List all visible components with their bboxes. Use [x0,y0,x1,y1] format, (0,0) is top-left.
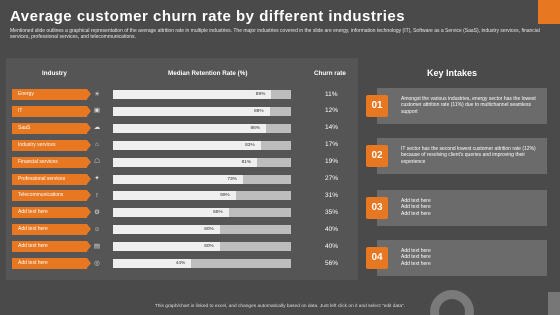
churn-value: 31% [325,191,339,199]
retention-value: 86% [250,125,261,131]
churn-value: 35% [325,208,339,216]
retention-bar-track [113,225,291,234]
retention-bar-track [113,242,291,251]
bank-icon: ☖ [94,158,100,166]
retention-value: 69% [220,193,230,199]
industry-label: Financial services [12,157,87,168]
retention-bar [113,242,220,251]
retention-bar-track [113,124,291,133]
key-intake-number: 03 [366,197,388,219]
industry-label: Telecommunications [12,190,87,201]
retention-value: 65% [213,210,223,216]
industry-label: Add text here [12,258,87,269]
retention-bar [113,141,261,150]
key-intake-text: IT sector has the second lowest customer attrition rate (12%) because of resolving client's queries and improving their experience [401,146,536,165]
retention-bar-track [113,107,291,116]
industry-label: Industry services [12,140,87,151]
key-intake-text: Add text here Add text here Add text here [401,198,431,217]
industry-label: Add text here [12,207,87,218]
factory-icon: ⌂ [95,141,99,149]
churn-value: 27% [325,175,339,182]
retention-bar [113,107,270,116]
churn-value: 11% [325,90,338,98]
page-description: Mentioned slide outlines a graphical representation of the average attrition rate in multiple industries. The major industries covered in the slide are energy, information technology (IT), Software as a Service (SaaS), industry services, financial services, professional services, and telecommunications. [10,28,540,41]
handshake-icon: ✦ [94,175,100,182]
churn-value: 19% [325,158,339,166]
retention-bar [113,124,266,133]
cloud-icon: ☁ [93,124,101,132]
retention-value: 83% [245,142,255,148]
antenna-icon: ♇ [94,191,100,199]
retention-value: 60% [204,227,214,233]
monitor-icon: ▣ [93,107,101,115]
retention-bar-track [113,259,291,268]
retention-value: 73% [227,176,237,182]
retention-value: 88% [254,108,264,114]
retention-bar-track [113,158,291,167]
retention-bar-track [113,90,291,99]
header-retention: Median Retention Rate (%) [168,70,248,77]
churn-value: 12% [325,107,339,115]
gear-icon: ⚙ [94,208,100,216]
retention-value: 44% [175,261,186,266]
retention-bar-track [113,208,291,217]
retention-value: 89% [255,92,266,97]
industry-label: Professional services [12,174,87,185]
people-icon: ☺ [93,225,101,233]
key-intake-number: 02 [366,145,388,167]
retention-bar-track [113,175,291,184]
churn-value: 40% [325,225,339,233]
header-churn: Churn rate [314,70,346,77]
churn-value: 14% [325,124,339,132]
retention-bar [113,175,243,184]
header-industry: Industry [42,70,67,77]
footer-note: This graph/chart is linked to excel, and changes automatically based on data. Just left click on it and select "edit data". [154,304,406,309]
decorative-ring [430,290,474,315]
retention-value: 60% [204,244,214,250]
churn-value: 40% [325,242,339,250]
retention-value: 81% [241,159,252,165]
retention-bar [113,158,257,167]
industry-label: IT [12,106,87,117]
retention-bar [113,259,191,268]
retention-bar [113,191,236,200]
corner-accent [538,0,560,24]
industry-label: Energy [12,89,87,100]
churn-value: 17% [325,141,339,149]
retention-bar [113,90,271,99]
retention-bar [113,225,220,234]
industry-label: SaaS [12,123,87,134]
key-intake-number: 04 [366,247,388,269]
retention-bar-track [113,191,291,200]
page-title: Average customer churn rate by different industries [10,8,406,25]
churn-value: 56% [325,259,339,267]
target-icon: ◎ [94,259,100,267]
industry-label: Add text here [12,224,87,235]
key-intake-text: Add text here Add text here Add text here [401,248,431,267]
chart-icon: ▤ [93,242,101,250]
industry-label: Add text here [12,241,87,252]
key-intake-text: Amongst the various industries, energy sector has the lowest customer attrition rate (11%) due to multichannel seamless support [401,96,536,115]
key-intake-number: 01 [366,95,388,117]
lightbulb-icon: ☀ [94,90,100,98]
retention-bar [113,208,229,217]
key-intakes-title: Key Intakes [427,68,478,78]
retention-bar-track [113,141,291,150]
